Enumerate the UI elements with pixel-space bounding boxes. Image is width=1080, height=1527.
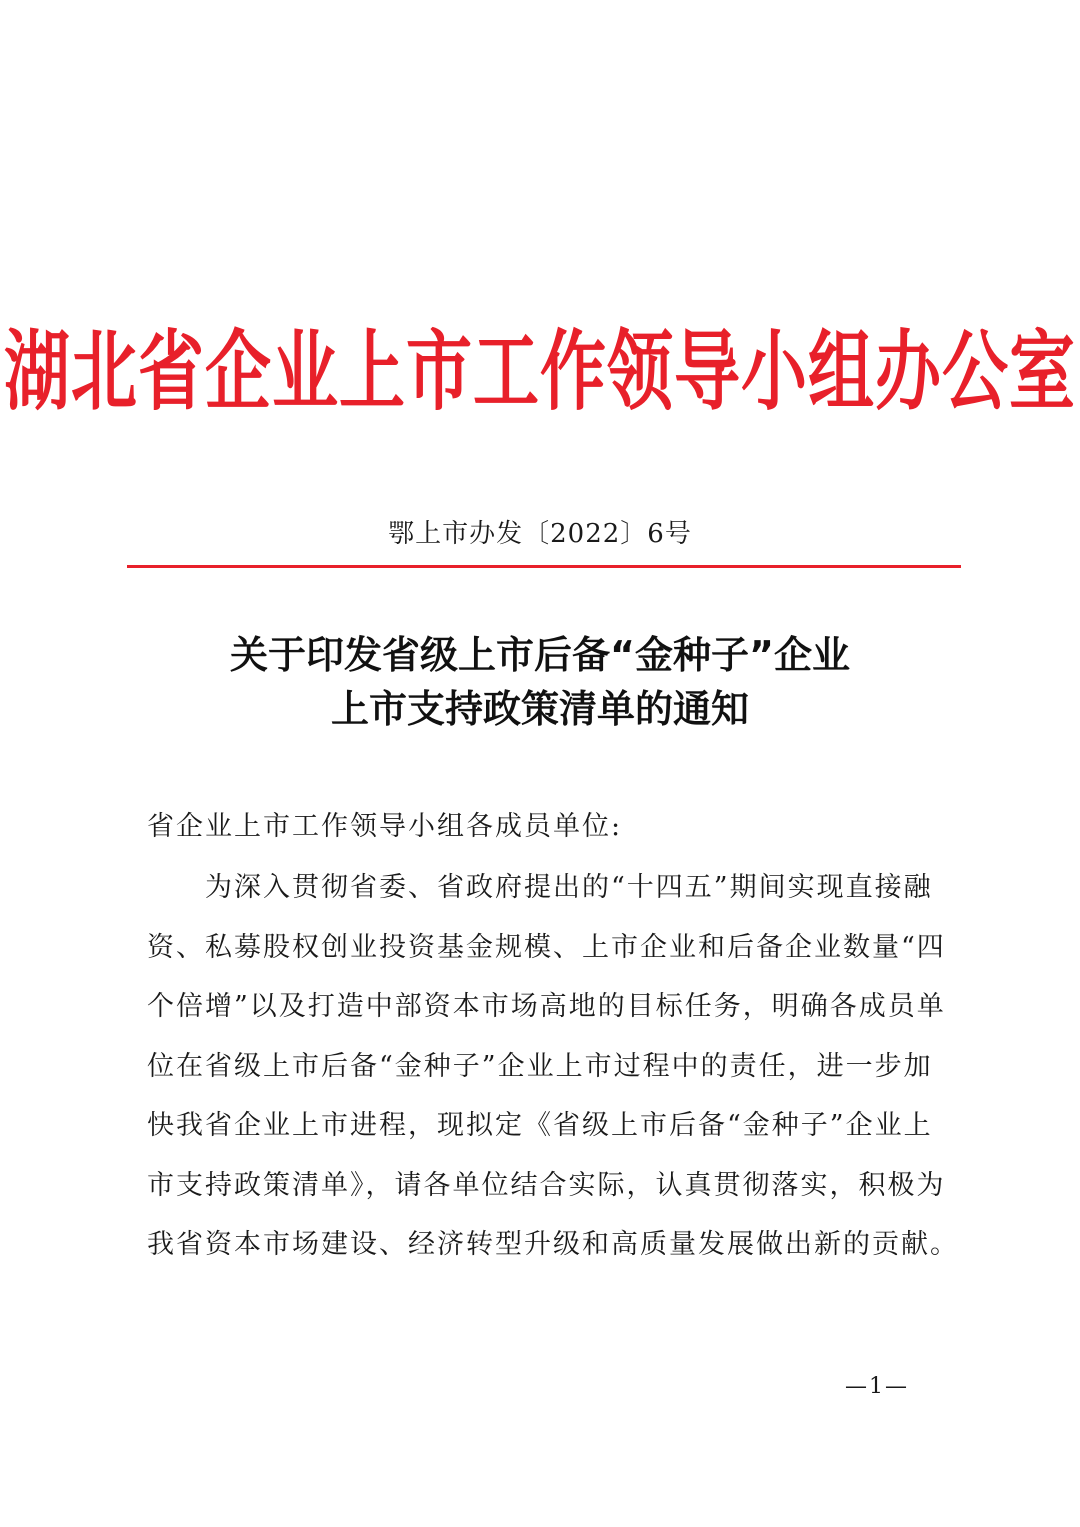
body-line: 市支持政策清单》，请各单位结合实际，认真贯彻落实，积极为 bbox=[147, 1169, 946, 1201]
body-paragraph bbox=[147, 858, 959, 1275]
body-line: 位在省级上市后备“金种子”企业上市过程中的责任，进一步加 bbox=[147, 1050, 933, 1082]
body-line: 资、私募股权创业投资基金规模、上市企业和后备企业数量“四 bbox=[147, 931, 946, 963]
title-line: 上市支持政策清单的通知 bbox=[330, 687, 749, 731]
title-line: 关于印发省级上市后备“金种子”企业 bbox=[230, 633, 850, 677]
addressee-line: 省企业上市工作领导小组各成员单位: bbox=[147, 811, 623, 842]
document-number: 鄂上市办发〔2022〕6号 bbox=[388, 519, 692, 549]
body-line: 我省资本市场建设、经济转型升级和高质量发展做出新的贡献。 bbox=[147, 1229, 959, 1260]
body-line: 快我省企业上市进程，现拟定《省级上市后备“金种子”企业上 bbox=[147, 1110, 933, 1141]
body-line: 为深入贯彻省委、省政府提出的“十四五”期间实现直接融 bbox=[147, 872, 933, 903]
page-number: —1— bbox=[845, 1374, 909, 1399]
document-title bbox=[0, 628, 1080, 736]
red-divider-line bbox=[127, 565, 961, 568]
issuing-office-header: 湖北省企业上市工作领导小组办公室 bbox=[4, 321, 1076, 423]
body-line: 个倍增”以及打造中部资本市场高地的目标任务，明确各成员单 bbox=[147, 991, 946, 1022]
